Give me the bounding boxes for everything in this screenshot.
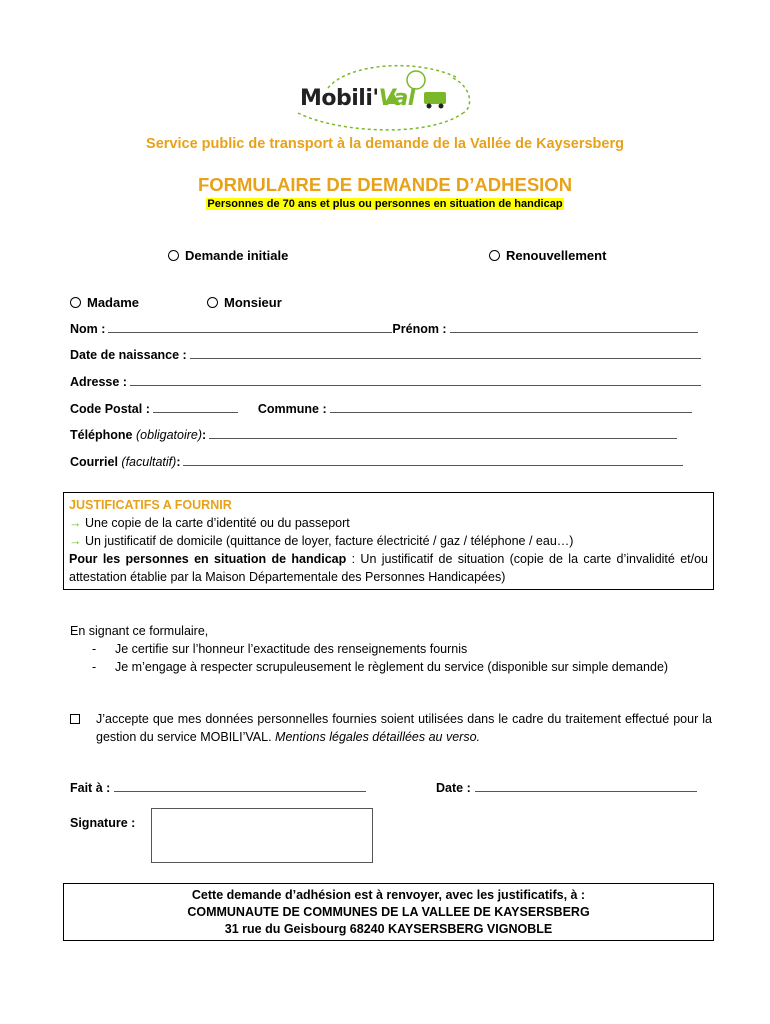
adresse-row	[70, 375, 701, 389]
logo-text-suffix: Val	[378, 86, 415, 111]
return-instruction: Cette demande d’adhésion est à renvoyer, avec les justificatifs, à :	[191, 888, 586, 902]
radio-label: Demande initiale	[185, 248, 289, 263]
code-postal-label: Code Postal :	[70, 402, 150, 416]
nom-prenom-row	[70, 322, 698, 336]
handicap-bold: Pour les personnes en situation de handicap	[69, 552, 347, 566]
code-postal-input[interactable]	[153, 412, 238, 413]
nom-label: Nom :	[70, 322, 106, 336]
declaration-item: - Je m’engage à respecter scrupuleusement le règlement du service (disponible sur simple demande)	[92, 658, 712, 676]
fait-a-label: Fait à :	[70, 781, 111, 795]
arrow-right-icon: →	[69, 516, 82, 530]
radio-renouvellement[interactable]	[489, 248, 606, 263]
target-audience	[0, 198, 770, 210]
justificatifs-box	[63, 492, 714, 590]
telephone-label: Téléphone	[70, 428, 133, 442]
courriel-label: Courriel	[70, 455, 118, 469]
justificatif-item-text: Un justificatif de domicile (quittance de loyer, facture électricité / gaz / téléphone / eau…)	[84, 534, 574, 548]
justificatif-item-1	[69, 514, 708, 532]
mobilival-logo	[288, 58, 478, 134]
prenom-input[interactable]	[450, 332, 698, 333]
signature-box[interactable]	[151, 808, 373, 863]
telephone-row	[70, 428, 677, 442]
telephone-input[interactable]	[209, 438, 677, 439]
fait-a-row	[70, 781, 366, 795]
justificatifs-title: JUSTIFICATIFS A FOURNIR	[69, 498, 232, 512]
radio-monsieur[interactable]	[207, 295, 282, 310]
consent-text	[70, 710, 712, 746]
radio-label: Monsieur	[224, 295, 282, 310]
arrow-right-icon: →	[69, 534, 82, 548]
radio-madame[interactable]	[70, 295, 139, 310]
commune-input[interactable]	[330, 412, 692, 413]
date-row	[436, 781, 697, 795]
return-organisation: COMMUNAUTE DE COMMUNES DE LA VALLEE DE KAYSERSBERG	[187, 905, 590, 919]
form-title: FORMULAIRE DE DEMANDE D’ADHESION	[197, 174, 573, 195]
date-label: Date :	[436, 781, 471, 795]
signature-label: Signature :	[70, 816, 136, 830]
nom-input[interactable]	[108, 332, 392, 333]
telephone-colon: :	[202, 428, 207, 442]
date-naissance-label: Date de naissance :	[70, 348, 187, 362]
courriel-row	[70, 455, 683, 469]
logo-text-prefix: Mobili'	[300, 86, 379, 111]
courriel-input[interactable]	[183, 465, 683, 466]
radio-label: Madame	[87, 295, 140, 310]
consent-main-text: J’accepte que mes données personnelles fournies soient utilisées dans le cadre du traitement effectué pour la gestion du service MOBILI’VAL.	[96, 712, 712, 744]
signing-intro: En signant ce formulaire,	[70, 624, 209, 638]
date-naissance-input[interactable]	[190, 358, 701, 359]
prenom-label: Prénom :	[392, 322, 447, 336]
radio-circle-icon[interactable]	[207, 297, 218, 308]
handicap-text: : Un justificatif de situation (copie de la carte d’invalidité et/ou attestation établie par la Maison Départementale des Personnes Handicapées)	[69, 552, 709, 584]
justificatif-handicap	[69, 550, 708, 586]
consent-legal-note: Mentions légales détaillées au verso.	[275, 730, 481, 744]
adresse-label: Adresse :	[70, 375, 127, 389]
radio-demande-initiale[interactable]	[168, 248, 288, 263]
code-postal-commune-row	[70, 402, 692, 416]
radio-circle-icon[interactable]	[70, 297, 81, 308]
return-address: 31 rue du Geisbourg 68240 KAYSERSBERG VIGNOBLE	[224, 922, 553, 936]
declarations-list	[70, 640, 712, 676]
adresse-input[interactable]	[130, 385, 701, 386]
date-input[interactable]	[475, 791, 697, 792]
courriel-note: (facultatif)	[121, 455, 177, 469]
radio-circle-icon[interactable]	[489, 250, 500, 261]
target-audience-text: Personnes de 70 ans et plus ou personnes en situation de handicap	[207, 198, 563, 210]
date-naissance-row	[70, 348, 701, 362]
return-address-box	[63, 883, 714, 941]
justificatif-item-text: Une copie de la carte d’identité ou du passeport	[84, 516, 350, 530]
service-subtitle: Service public de transport à la demande de la Vallée de Kaysersberg	[146, 136, 624, 152]
declaration-item: - Je certifie sur l’honneur l’exactitude des renseignements fournis	[92, 640, 712, 658]
fait-a-input[interactable]	[114, 791, 366, 792]
logo-wordmark	[300, 86, 415, 111]
consent-checkbox[interactable]	[70, 714, 80, 724]
consent-row	[70, 710, 712, 746]
radio-circle-icon[interactable]	[168, 250, 179, 261]
telephone-note: (obligatoire)	[136, 428, 203, 442]
justificatif-item-2	[69, 532, 708, 550]
signing-declarations	[70, 622, 712, 676]
radio-label: Renouvellement	[506, 248, 607, 263]
courriel-colon: :	[176, 455, 181, 469]
commune-label: Commune :	[257, 402, 327, 416]
